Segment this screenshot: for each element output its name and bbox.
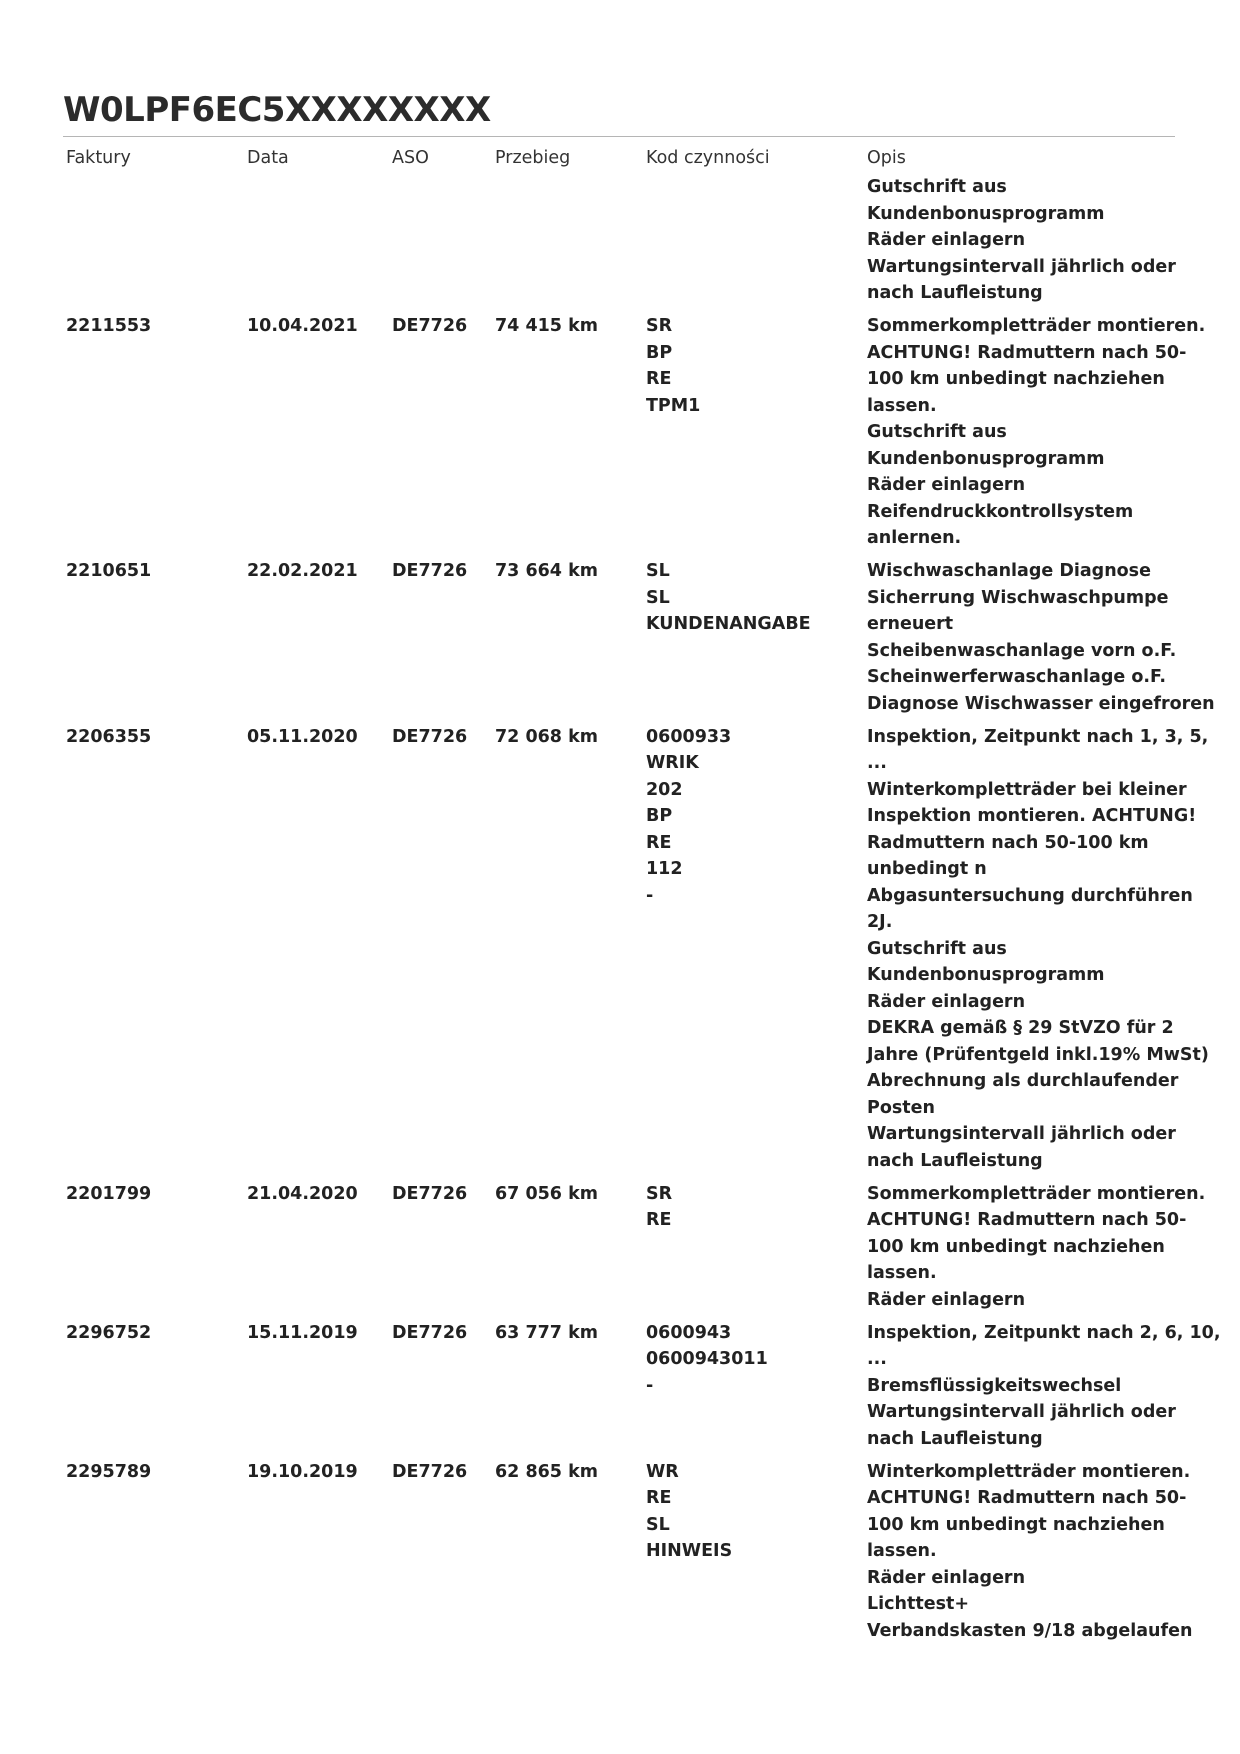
- operation-codes: [646, 313, 700, 419]
- table-body: [63, 174, 1221, 1651]
- service-date: 22.02.2021: [247, 561, 358, 581]
- description-line: Räder einlagern: [867, 1289, 1026, 1310]
- description-line: Räder einlagern: [867, 475, 1026, 495]
- dealer-code: DE7726: [392, 1322, 468, 1343]
- description-line: Abgasuntersuchung durchführen: [867, 885, 1193, 906]
- description-line: Kundenbonusprogramm: [867, 965, 1105, 985]
- operation-code: -: [646, 885, 654, 906]
- description-line: lassen.: [867, 395, 937, 416]
- description: [867, 313, 1206, 552]
- column-header-date: Data: [247, 148, 289, 168]
- description-line: Inspektion montieren. ACHTUNG!: [867, 806, 1197, 826]
- description-line: Räder einlagern: [867, 230, 1026, 250]
- operation-code: SL: [646, 561, 670, 581]
- dealer-code: DE7726: [392, 561, 468, 581]
- operation-code: 202: [646, 779, 683, 800]
- operation-code: SR: [646, 316, 673, 336]
- invoice-number: 2201799: [66, 1183, 152, 1204]
- operation-code: 0600943: [646, 1322, 732, 1343]
- operation-code: RE: [646, 832, 672, 853]
- invoice-number: 2210651: [66, 561, 152, 581]
- operation-code: SL: [646, 587, 670, 608]
- description-line: DEKRA gemäß § 29 StVZO für 2: [867, 1018, 1174, 1038]
- description-line: Kundenbonusprogramm: [867, 203, 1105, 224]
- table-row: [63, 174, 1175, 307]
- operation-code: 0600943011: [646, 1349, 768, 1369]
- operation-code: HINWEIS: [646, 1541, 733, 1561]
- description-line: Verbandskasten 9/18 abgelaufen: [867, 1620, 1193, 1641]
- dealer-code: DE7726: [392, 316, 468, 336]
- description-line: Räder einlagern: [867, 991, 1026, 1012]
- description-line: Inspektion, Zeitpunkt nach 1, 3, 5,: [867, 726, 1209, 747]
- description-line: lassen.: [867, 1541, 937, 1561]
- operation-code: KUNDENANGABE: [646, 614, 811, 634]
- description-line: unbedingt n: [867, 859, 987, 879]
- table-row: [63, 558, 1215, 717]
- operation-code: RE: [646, 1488, 672, 1508]
- service-history-table: [63, 146, 1221, 1651]
- invoice-number: 2211553: [66, 316, 152, 336]
- description-line: erneuert: [867, 614, 954, 634]
- description-line: anlernen.: [867, 528, 962, 548]
- table-row: [63, 1459, 1193, 1645]
- column-header-invoice: Faktury: [66, 148, 131, 168]
- description: [867, 1181, 1206, 1314]
- description-line: Gutschrift aus: [867, 938, 1007, 959]
- description-line: Wartungsintervall jährlich oder: [867, 256, 1176, 277]
- description-line: 100 km unbedingt nachziehen: [867, 1236, 1165, 1257]
- service-date: 10.04.2021: [247, 316, 358, 336]
- title-divider: [63, 136, 1175, 137]
- description-line: Winterkompletträder montieren.: [867, 1461, 1191, 1482]
- description-line: 2J.: [867, 912, 893, 932]
- description-line: ...: [867, 753, 887, 773]
- invoice-number: 2206355: [66, 726, 152, 747]
- description-line: 100 km unbedingt nachziehen: [867, 369, 1165, 389]
- mileage-value: 73 664 km: [495, 561, 598, 581]
- service-date: 05.11.2020: [247, 726, 358, 747]
- description-line: Jahre (Prüfentgeld inkl.19% MwSt): [867, 1044, 1209, 1065]
- mileage-value: 62 865 km: [495, 1461, 598, 1482]
- column-header-dealer: ASO: [392, 148, 429, 168]
- description-line: Wartungsintervall jährlich oder: [867, 1124, 1176, 1144]
- table-row: [63, 1320, 1221, 1453]
- mileage-value: 74 415 km: [495, 316, 598, 336]
- description-line: Radmuttern nach 50-100 km: [867, 832, 1149, 853]
- operation-code: RE: [646, 1210, 672, 1230]
- vin-title: W0LPF6EC5XXXXXXXX: [63, 90, 491, 130]
- operation-codes: [646, 1459, 732, 1565]
- operation-code: SL: [646, 1514, 670, 1535]
- operation-codes: [646, 558, 811, 638]
- description-line: Diagnose Wischwasser eingefroren: [867, 693, 1215, 714]
- description-line: lassen.: [867, 1263, 937, 1283]
- description-line: Gutschrift aus: [867, 422, 1007, 442]
- mileage-value: 67 056 km: [495, 1183, 598, 1204]
- dealer-code: DE7726: [392, 726, 468, 747]
- description-line: Sommerkompletträder montieren.: [867, 1183, 1206, 1204]
- description-line: Lichttest+: [867, 1594, 970, 1614]
- operation-code: 0600933: [646, 726, 732, 747]
- table-row: [63, 1181, 1206, 1314]
- description: [867, 1320, 1221, 1453]
- invoice-number: 2296752: [66, 1322, 152, 1343]
- column-header-mileage: Przebieg: [495, 148, 571, 168]
- description-line: Scheinwerferwaschanlage o.F.: [867, 667, 1167, 687]
- description-line: nach Laufleistung: [867, 1150, 1043, 1171]
- description-line: Gutschrift aus: [867, 177, 1007, 197]
- table-header: [63, 146, 1175, 174]
- operation-code: WRIK: [646, 753, 699, 773]
- service-date: 21.04.2020: [247, 1183, 358, 1204]
- mileage-value: 63 777 km: [495, 1322, 598, 1343]
- operation-code: -: [646, 1375, 654, 1396]
- operation-code: BP: [646, 806, 673, 826]
- description-line: ACHTUNG! Radmuttern nach 50-: [867, 1210, 1187, 1230]
- operation-code: BP: [646, 342, 673, 363]
- description-line: Inspektion, Zeitpunkt nach 2, 6, 10,: [867, 1322, 1221, 1343]
- description-line: nach Laufleistung: [867, 1428, 1043, 1449]
- operation-codes: [646, 1181, 672, 1234]
- row-spacer: [63, 1644, 1175, 1651]
- description-line: ACHTUNG! Radmuttern nach 50-: [867, 342, 1187, 363]
- description-line: Sommerkompletträder montieren.: [867, 316, 1206, 336]
- description: [867, 724, 1209, 1175]
- description-line: Scheibenwaschanlage vorn o.F.: [867, 640, 1177, 661]
- description-line: Posten: [867, 1097, 935, 1118]
- column-header-codes: Kod czynności: [646, 148, 770, 168]
- operation-code: WR: [646, 1461, 679, 1482]
- description-line: nach Laufleistung: [867, 283, 1043, 303]
- service-date: 15.11.2019: [247, 1322, 358, 1343]
- description-line: Reifendruckkontrollsystem: [867, 501, 1134, 522]
- mileage-value: 72 068 km: [495, 726, 598, 747]
- description-line: Sicherrung Wischwaschpumpe: [867, 587, 1169, 608]
- description-line: Abrechnung als durchlaufender: [867, 1071, 1179, 1091]
- dealer-code: DE7726: [392, 1461, 468, 1482]
- operation-code: SR: [646, 1183, 673, 1204]
- operation-code: TPM1: [646, 395, 701, 416]
- description: [867, 1459, 1193, 1645]
- description-line: ACHTUNG! Radmuttern nach 50-: [867, 1488, 1187, 1508]
- description-line: Winterkompletträder bei kleiner: [867, 779, 1187, 800]
- description-line: Bremsflüssigkeitswechsel: [867, 1375, 1122, 1396]
- table-row: [63, 313, 1206, 552]
- description: [867, 558, 1215, 717]
- operation-codes: [646, 1320, 768, 1400]
- service-date: 19.10.2019: [247, 1461, 358, 1482]
- invoice-number: 2295789: [66, 1461, 152, 1482]
- table-row: [63, 724, 1209, 1175]
- operation-codes: [646, 724, 731, 910]
- description-line: Räder einlagern: [867, 1567, 1026, 1588]
- description-line: 100 km unbedingt nachziehen: [867, 1514, 1165, 1535]
- description-line: ...: [867, 1349, 887, 1369]
- description-line: Wischwaschanlage Diagnose: [867, 561, 1151, 581]
- operation-code: 112: [646, 859, 683, 879]
- dealer-code: DE7726: [392, 1183, 468, 1204]
- operation-code: RE: [646, 369, 672, 389]
- column-header-description: Opis: [867, 148, 906, 168]
- description-line: Wartungsintervall jährlich oder: [867, 1402, 1176, 1422]
- description-line: Kundenbonusprogramm: [867, 448, 1105, 469]
- description: [867, 174, 1175, 307]
